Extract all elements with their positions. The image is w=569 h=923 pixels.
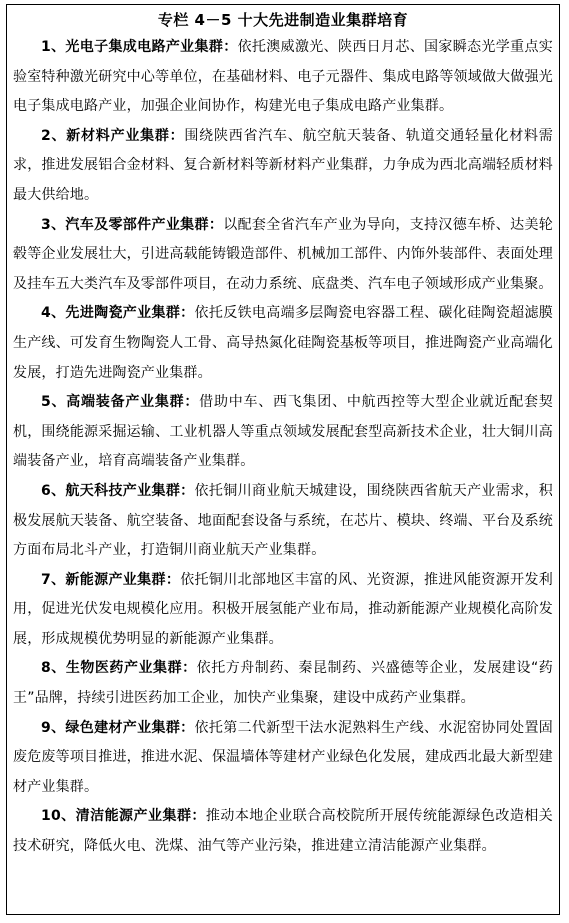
cluster-item-text: 围绕陕西省汽车、航空航天装备、轨道交通轻量化材料需求，推进发展铝合金材料、复合新材料等新材料产业集群，力争成为西北高端轻质材料最大供给地。	[13, 127, 553, 203]
cluster-item-text: 依托澳威激光、陕西日月芯、国家瞬态光学重点实验室特种激光研究中心等单位，在基础材料、电子元器件、集成电路等领域做大做强光电子集成电路产业，加强企业间协作，构建光电子集成电路产业集群。	[13, 39, 553, 115]
cluster-item-text: 依托铜川北部地区丰富的风、光资源，推进风能资源开发利用，促进光伏发电规模化应用。积极开展氢能产业布局，推动新能源产业规模化高阶发展，形成规模优势明显的新能源产业集群。	[13, 571, 553, 647]
cluster-item-text: 以配套全省汽车产业为导向，支持汉德车桥、达美轮毂等企业发展壮大，引进高载能铸锻造部件、机械加工部件、内饰外装部件、表面处理及挂车五大类汽车及零部件项目，在动力系统、底盘类、汽车电子领域形成产业集聚。	[13, 216, 553, 292]
cluster-item-heading: 9、绿色建材产业集群：	[41, 719, 195, 736]
cluster-item-text: 推动本地企业联合高校院所开展传统能源绿色改造相关技术研究，降低火电、洗煤、油气等产业污染，推进建立清洁能源产业集群。	[13, 808, 553, 855]
column-box	[6, 4, 560, 915]
cluster-item-10	[13, 802, 553, 861]
cluster-item-3	[13, 211, 553, 300]
cluster-item-text: 依托方舟制药、秦昆制药、兴盛德等企业，发展建设“药王”品牌，持续引进医药加工企业，加快产业集聚，建设中成药产业集群。	[13, 660, 553, 707]
cluster-list	[13, 33, 553, 862]
cluster-item-9	[13, 714, 553, 803]
cluster-item-heading: 7、新能源产业集群：	[41, 571, 181, 588]
cluster-item-text: 依托铜川商业航天城建设，围绕陕西省航天产业需求，积极发展航天装备、航空装备、地面配套设备与系统，在芯片、模块、终端、平台及系统方面布局北斗产业，打造铜川商业航天产业集群。	[13, 482, 553, 559]
column-title: 专栏 4－5 十大先进制造业集群培育	[157, 11, 409, 29]
cluster-item-heading: 8、生物医药产业集群：	[41, 660, 197, 677]
cluster-item-2	[13, 122, 553, 211]
cluster-item-heading: 10、清洁能源产业集群：	[41, 808, 206, 825]
cluster-item-heading: 6、航天科技产业集群：	[41, 482, 195, 499]
cluster-item-8	[13, 654, 553, 713]
cluster-item-text: 依托第二代新型干法水泥熟料生产线、水泥窑协同处置固废危废等项目推进，推进水泥、保温墙体等建材产业绿色化发展，建成西北最大新型建材产业集群。	[13, 719, 553, 795]
cluster-item-heading: 2、新材料产业集群：	[41, 127, 185, 144]
cluster-item-7	[13, 566, 553, 655]
cluster-item-heading: 1、光电子集成电路产业集群：	[41, 39, 238, 55]
cluster-item-6	[13, 477, 553, 566]
cluster-item-heading: 3、汽车及零部件产业集群：	[41, 216, 224, 233]
cluster-item-heading: 5、高端装备产业集群：	[41, 394, 200, 411]
cluster-item-heading: 4、先进陶瓷产业集群：	[41, 305, 195, 322]
cluster-item-1	[13, 33, 553, 122]
cluster-item-5	[13, 388, 553, 477]
cluster-item-4	[13, 299, 553, 388]
cluster-item-text: 依托反铁电高端多层陶瓷电容器工程、碳化硅陶瓷超滤膜生产线、可发育生物陶瓷人工骨、高导热氮化硅陶瓷基板等项目，推进陶瓷产业高端化发展，打造先进陶瓷产业集群。	[13, 305, 553, 381]
cluster-item-text: 借助中车、西飞集团、中航西控等大型企业就近配套契机，围绕能源采掘运输、工业机器人等重点领域发展配套型高新技术企业，壮大铜川高端装备产业，培育高端装备产业集群。	[13, 394, 553, 470]
